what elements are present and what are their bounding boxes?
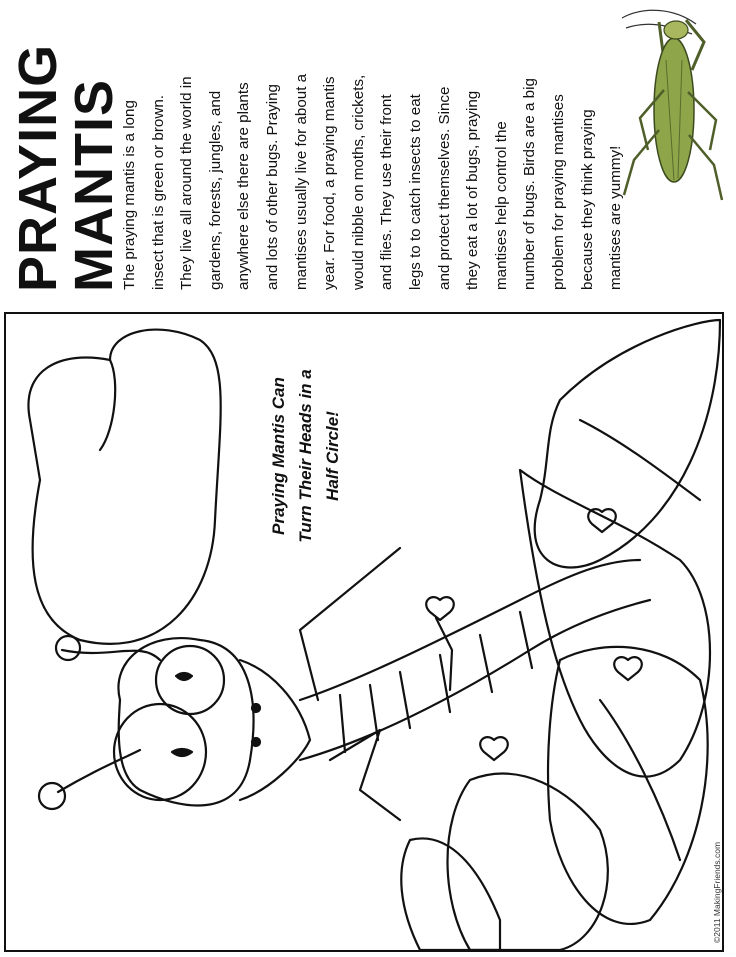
description-line: mantises are yummy! bbox=[607, 145, 625, 290]
description-line: mantises usually live for about a bbox=[292, 73, 310, 290]
fun-fact-caption: Praying Mantis Can Turn Their Heads in a Half Circle! bbox=[269, 369, 342, 543]
description-line: they eat a lot of bugs, praying bbox=[464, 90, 482, 290]
description-line: and lots of other bugs. Praying bbox=[264, 83, 281, 290]
description-line: legs to to catch insects to eat bbox=[407, 94, 424, 290]
description-line: and protect themselves. Since bbox=[435, 86, 453, 290]
page-title-line-2: MANTIS bbox=[64, 79, 124, 292]
description-line: insect that is green or brown. bbox=[149, 94, 167, 290]
description-line: would nibble on moths, crickets, bbox=[349, 74, 367, 290]
description-line: anywhere else there are plants bbox=[235, 82, 253, 290]
description-line: number of bugs. Birds are a big bbox=[521, 78, 539, 290]
description-line: problem for praying mantises bbox=[550, 94, 567, 290]
page-title: PRAYING bbox=[8, 43, 68, 292]
description-line: mantises help control the bbox=[492, 121, 510, 290]
copyright-text: ©2011 MakingFriends.com bbox=[712, 841, 722, 943]
description-line: They live all around the world in bbox=[178, 76, 196, 290]
description-line: year. For food, a praying mantis bbox=[321, 76, 339, 290]
description-line: and flies. They use their front bbox=[378, 94, 396, 290]
description-line: The praying mantis is a long bbox=[121, 100, 138, 290]
description-line: because they think praying bbox=[578, 109, 596, 290]
description-line: gardens, forests, jungles, and bbox=[206, 90, 224, 290]
